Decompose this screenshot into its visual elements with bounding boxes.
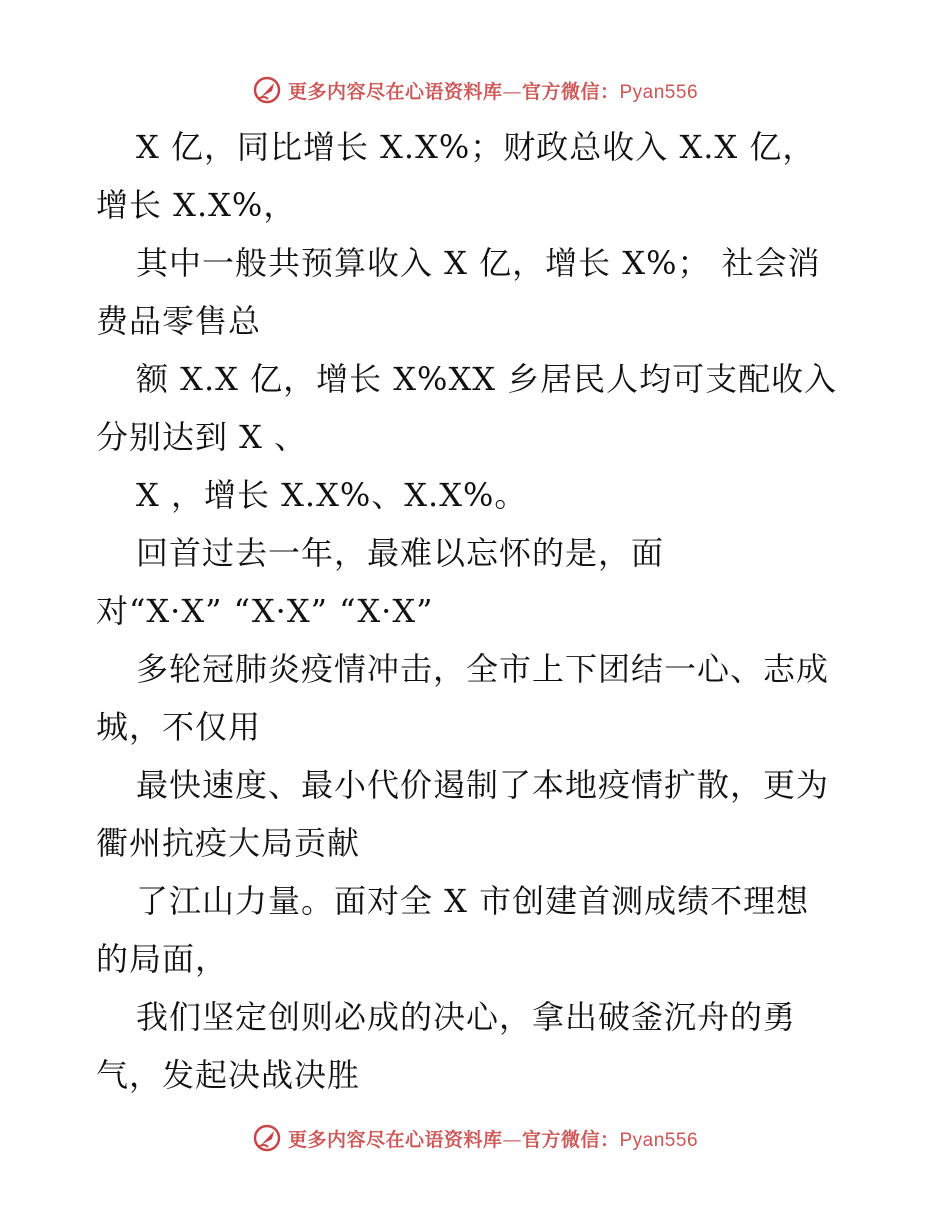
body-line: X 亿，同比增长 X.X%；财政总收入 X.X 亿， [136,128,816,166]
watermark-handle: Pyan556 [619,81,699,103]
body-line: 其中一般共预算收入 X 亿，增长 X%； 社会消 [136,244,821,282]
body-line: 对“X·X” “X·X” “X·X” [96,592,434,630]
body-line: 的局面， [96,940,229,978]
watermark-text [288,77,698,104]
body-line: X ，增长 X.X%、X.X%。 [136,476,528,514]
body-line: 最快速度、最小代价遏制了本地疫情扩散，更为 [136,766,830,804]
footer-watermark [0,1118,950,1158]
body-line: 我们坚定创则必成的决心，拿出破釜沉舟的勇 [136,998,797,1036]
watermark-suffix: 官方微信： [521,80,620,103]
watermark-separator: — [502,1128,522,1151]
body-line: 增长 X.X%， [96,186,297,224]
watermark-suffix: 官方微信： [521,1128,620,1151]
header-watermark [0,70,950,110]
body-line: 气，发起决战决胜 [96,1056,361,1094]
body-line: 回首过去一年，最难以忘怀的是，面 [136,534,665,572]
body-line: 城，不仅用 [96,708,262,746]
watermark-handle: Pyan556 [619,1129,699,1151]
body-line: 衢州抗疫大局贡献 [96,824,361,862]
quill-logo-icon [252,1123,282,1153]
watermark-separator: — [502,80,522,103]
watermark-title: 更多内容尽在心语资料库 [287,80,503,103]
watermark-text [288,1125,698,1152]
body-line: 费品零售总 [96,302,262,340]
body-line: 额 X.X 亿，增长 X%XX 乡居民人均可支配收入 [136,360,838,398]
body-line: 了江山力量。面对全 X 市创建首测成绩不理想 [136,882,810,920]
quill-logo-icon [252,75,282,105]
body-line: 分别达到 X 、 [96,418,308,456]
watermark-title: 更多内容尽在心语资料库 [287,1128,503,1151]
body-line: 多轮冠肺炎疫情冲击，全市上下团结一心、志成 [136,650,830,688]
